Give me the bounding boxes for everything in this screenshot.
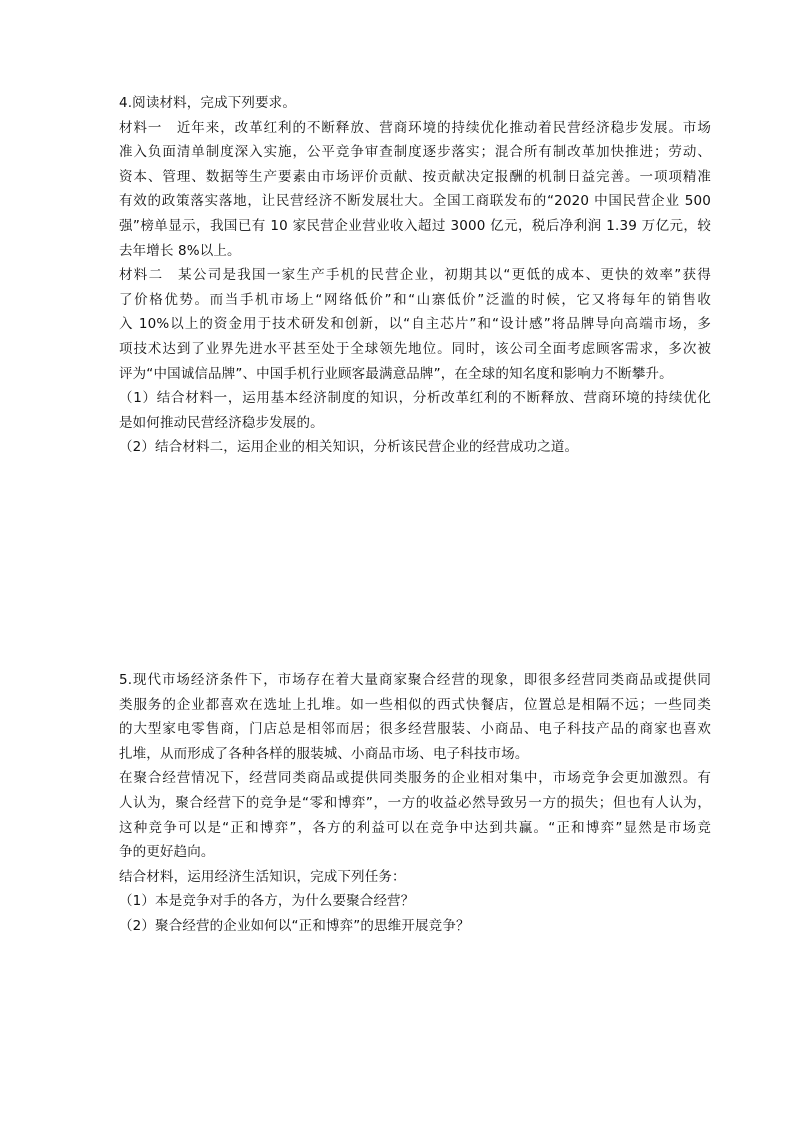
question-5-task: 结合材料，运用经济生活知识，完成下列任务： bbox=[119, 868, 406, 885]
sub-question-2: （2）结合材料二，运用企业的相关知识，分析该民营企业的经营成功之道。 bbox=[119, 439, 579, 456]
question-5-intro: 的大型家电零售商，门店总是相邻而居；很多经营服装、小商品、电子科技产品的商家也喜欢 bbox=[119, 721, 711, 738]
material-1-text: 强”榜单显示，我国已有 10 家民营企业营业收入超过 3000 亿元，税后净利润 1.39 万亿元，较 bbox=[119, 217, 711, 234]
material-1-text: 准入负面清单制度深入实施，公平竞争审查制度逐步落实；混合所有制改革加快推进；劳动、 bbox=[119, 144, 711, 161]
sub-question-1: （1）结合材料一，运用基本经济制度的知识，分析改革红利的不断释放、营商环境的持续优化 bbox=[119, 390, 711, 407]
question-5-intro: 扎堆，从而形成了各种各样的服装城、小商品市场、电子科技市场。 bbox=[119, 745, 529, 762]
question-5-material: 人认为，聚合经营下的竞争是“零和博弈”，一方的收益必然导致另一方的损失；但也有人认为， bbox=[119, 794, 711, 811]
material-2-text: 入 10%以上的资金用于技术研发和创新，以“自主芯片”和“设计感”将品牌导向高端市场，多 bbox=[119, 316, 711, 333]
question-5-material: 这种竞争可以是“正和博弈”，各方的利益可以在竞争中达到共赢。“正和博弈”显然是市场竞 bbox=[119, 819, 711, 836]
question-5-material: 争的更好趋向。 bbox=[119, 844, 215, 861]
material-1-text: 去年增长 8%以上。 bbox=[119, 242, 241, 259]
question-5-intro: 5.现代市场经济条件下，市场存在着大量商家聚合经营的现象，即很多经营同类商品或提供同 bbox=[119, 672, 711, 688]
material-2-text: 评为“中国诚信品牌”、中国手机行业顾客最满意品牌”，在全球的知名度和影响力不断攀升。 bbox=[119, 365, 673, 382]
question-4-prompt: 4.阅读材料，完成下列要求。 bbox=[119, 95, 296, 111]
material-1-text: 材料一 近年来，改革红利的不断释放、营商环境的持续优化推动着民营经济稳步发展。市场 bbox=[119, 119, 711, 136]
material-1-text: 有效的政策落实落地，让民营经济不断发展壮大。全国工商联发布的“2020 中国民营企业 500 bbox=[119, 193, 711, 210]
question-5 bbox=[119, 668, 711, 939]
sub-question-2: （2）聚合经营的企业如何以“正和博弈”的思维开展竞争？ bbox=[119, 917, 470, 934]
material-2-text: 材料二 某公司是我国一家生产手机的民营企业，初期其以“更低的成本、更快的效率”获得 bbox=[119, 267, 711, 284]
material-1-text: 资本、管理、数据等生产要素由市场评价贡献、按贡献决定报酬的机制日益完善。一项项精准 bbox=[119, 168, 711, 185]
question-5-intro: 类服务的企业都喜欢在选址上扎堆。如一些相似的西式快餐店，位置总是相隔不远；一些同类 bbox=[119, 696, 711, 713]
sub-question-1: 是如何推动民营经济稳步发展的。 bbox=[119, 414, 324, 431]
material-2-text: 了价格优势。而当手机市场上“网络低价”和“山寨低价”泛滥的时候，它又将每年的销售收 bbox=[119, 291, 711, 308]
sub-question-1: （1）本是竞争对手的各方，为什么要聚合经营？ bbox=[119, 893, 415, 910]
material-2-text: 项技术达到了业界先进水平甚至处于全球领先地位。同时，该公司全面考虑顾客需求，多次被 bbox=[119, 340, 711, 357]
question-5-material: 在聚合经营情况下，经营同类商品或提供同类服务的企业相对集中，市场竞争会更加激烈。有 bbox=[119, 770, 711, 787]
question-4 bbox=[119, 91, 711, 460]
